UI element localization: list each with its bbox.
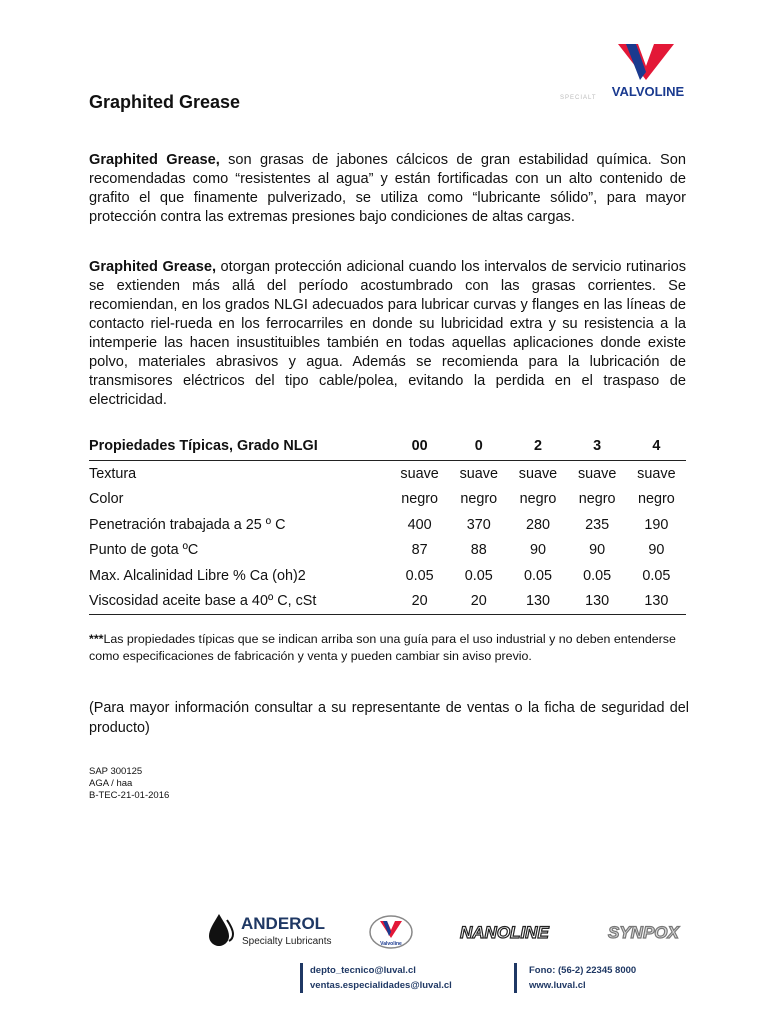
table-cell: suave bbox=[459, 465, 498, 482]
contact-emails bbox=[310, 963, 452, 993]
table-cell: 0.05 bbox=[523, 567, 552, 584]
table-row bbox=[89, 538, 686, 564]
doc-code: B-TEC-21-01-2016 bbox=[89, 790, 170, 801]
synpox-wordmark: SYNPOX bbox=[608, 923, 679, 942]
email-ventas-link[interactable]: ventas.especialidades@luval.cl bbox=[310, 980, 452, 991]
nanoline-logo bbox=[458, 920, 566, 944]
disclaimer-note bbox=[89, 631, 689, 665]
table-cell: 130 bbox=[627, 589, 686, 615]
table-cell: 190 bbox=[644, 516, 669, 533]
table-cell: Penetración trabajada a 25 º C bbox=[89, 516, 286, 533]
table-cell: 0.05 bbox=[405, 567, 434, 584]
table-cell: 0.05 bbox=[583, 567, 612, 584]
table-row bbox=[89, 512, 686, 538]
synpox-logo bbox=[606, 920, 688, 944]
table-cell: 370 bbox=[466, 516, 491, 533]
anderol-wordmark: ANDEROL bbox=[241, 914, 326, 933]
contact-divider-left bbox=[300, 963, 303, 993]
table-cell: Color bbox=[89, 491, 124, 508]
table-cell: 90 bbox=[529, 542, 546, 559]
table-cell: suave bbox=[518, 465, 558, 482]
nanoline-wordmark: NANOLINE bbox=[460, 923, 549, 942]
valvoline-badge-text: Valvoline bbox=[380, 941, 402, 947]
author-code: AGA / haa bbox=[89, 778, 133, 789]
intro-text: son grasas de jabones cálcicos de gran estabilidad química. Son recomendadas como “resistentes al agua” y están fortificadas con un alto contenido de grafito el que finamente pulverizado, se utiliza como “lubricante sólido”, para mayor protección contra las extremas presiones bajo condiciones de altas cargas. bbox=[89, 152, 687, 225]
faint-label: SPECIALT bbox=[560, 95, 597, 101]
table-cell: Punto de gota ºC bbox=[89, 542, 199, 559]
table-cell: Max. Alcalinidad Libre % Ca (oh)2 bbox=[89, 567, 306, 584]
table-cell: 235 bbox=[585, 516, 610, 533]
table-cell: negro bbox=[578, 491, 616, 508]
table-row bbox=[89, 487, 686, 513]
table-cell: 280 bbox=[525, 516, 550, 533]
table-cell: suave bbox=[400, 465, 439, 482]
anderol-subtitle: Specialty Lubricants bbox=[242, 936, 332, 947]
table-header-cell: 0 bbox=[449, 437, 508, 461]
table-header-cell: 2 bbox=[508, 437, 567, 461]
table-header-cell: 4 bbox=[627, 437, 686, 461]
email-tecnico-link[interactable]: depto_tecnico@luval.cl bbox=[310, 965, 416, 976]
table-cell: Viscosidad aceite base a 40º C, cSt bbox=[89, 589, 390, 615]
contact-divider-right bbox=[514, 963, 517, 993]
table-cell: negro bbox=[519, 491, 557, 508]
phone-number: Fono: (56-2) 22345 8000 bbox=[529, 965, 637, 976]
table-cell: 90 bbox=[648, 542, 665, 559]
intro-product-name: Graphited Grease, bbox=[89, 152, 220, 168]
table-cell: 400 bbox=[407, 516, 432, 533]
sap-code: SAP 300125 bbox=[89, 766, 143, 777]
uses-paragraph bbox=[89, 258, 686, 410]
valvoline-badge-logo bbox=[368, 914, 414, 950]
intro-paragraph bbox=[89, 151, 686, 227]
table-row bbox=[89, 563, 686, 589]
table-cell: negro bbox=[460, 491, 498, 508]
properties-table bbox=[89, 437, 686, 615]
website-link[interactable]: www.luval.cl bbox=[529, 980, 586, 991]
table-header-cell: 3 bbox=[568, 437, 627, 461]
document-codes bbox=[89, 766, 169, 802]
table-cell: 88 bbox=[470, 542, 487, 559]
table-row bbox=[89, 589, 686, 615]
page-title: Graphited Grease bbox=[89, 92, 241, 112]
table-cell: suave bbox=[637, 465, 676, 482]
table-cell: Textura bbox=[89, 465, 137, 482]
contact-phone-web bbox=[529, 963, 636, 993]
info-paragraph: (Para mayor información consultar a su representante de ventas o la ficha de seguridad del producto) bbox=[89, 700, 689, 736]
valvoline-logo bbox=[588, 42, 688, 102]
note-text: Las propiedades típicas que se indican arriba son una guía para el uso industrial y no deben entenderse como especificaciones de fabricación y venta y pueden cambiar sin aviso previo. bbox=[89, 632, 676, 663]
table-cell: 90 bbox=[589, 542, 606, 559]
table-row bbox=[89, 461, 686, 487]
note-stars: *** bbox=[89, 632, 104, 646]
table-cell: negro bbox=[637, 491, 675, 508]
anderol-logo bbox=[205, 910, 335, 950]
uses-product-name: Graphited Grease, bbox=[89, 259, 217, 275]
table-cell: 130 bbox=[568, 589, 627, 615]
table-cell: 130 bbox=[508, 589, 567, 615]
table-cell: 0.05 bbox=[642, 567, 671, 584]
table-cell: 0.05 bbox=[464, 567, 493, 584]
table-cell: suave bbox=[577, 465, 617, 482]
table-cell: 20 bbox=[449, 589, 508, 615]
valvoline-wordmark: VALVOLINE bbox=[611, 84, 685, 99]
table-cell: 87 bbox=[411, 542, 428, 559]
table-header-cell: 00 bbox=[390, 437, 449, 461]
table-header-cell: Propiedades Típicas, Grado NLGI bbox=[89, 437, 390, 461]
table-header-row bbox=[89, 437, 686, 461]
table-cell: 20 bbox=[390, 589, 449, 615]
table-cell: negro bbox=[401, 491, 438, 508]
uses-text: otorgan protección adicional cuando los intervalos de servicio rutinarios se extienden más allá del período acostumbrado con las grasas corrientes. Se recomiendan, en los grados NLGI adecuados para lubricar curvas y flanges en las líneas de contacto riel-rueda en los ferrocarriles en donde su lubricidad extra y su resistencia a la intemperie las hacen insustituibles también en todas aquellas aplicaciones donde existe polvo, materiales abrasivos y agua. Además se recomienda para la lubricación de transmisores eléctricos del tipo cable/polea, evitando la perdida en el traspaso de electricidad. bbox=[89, 259, 686, 408]
